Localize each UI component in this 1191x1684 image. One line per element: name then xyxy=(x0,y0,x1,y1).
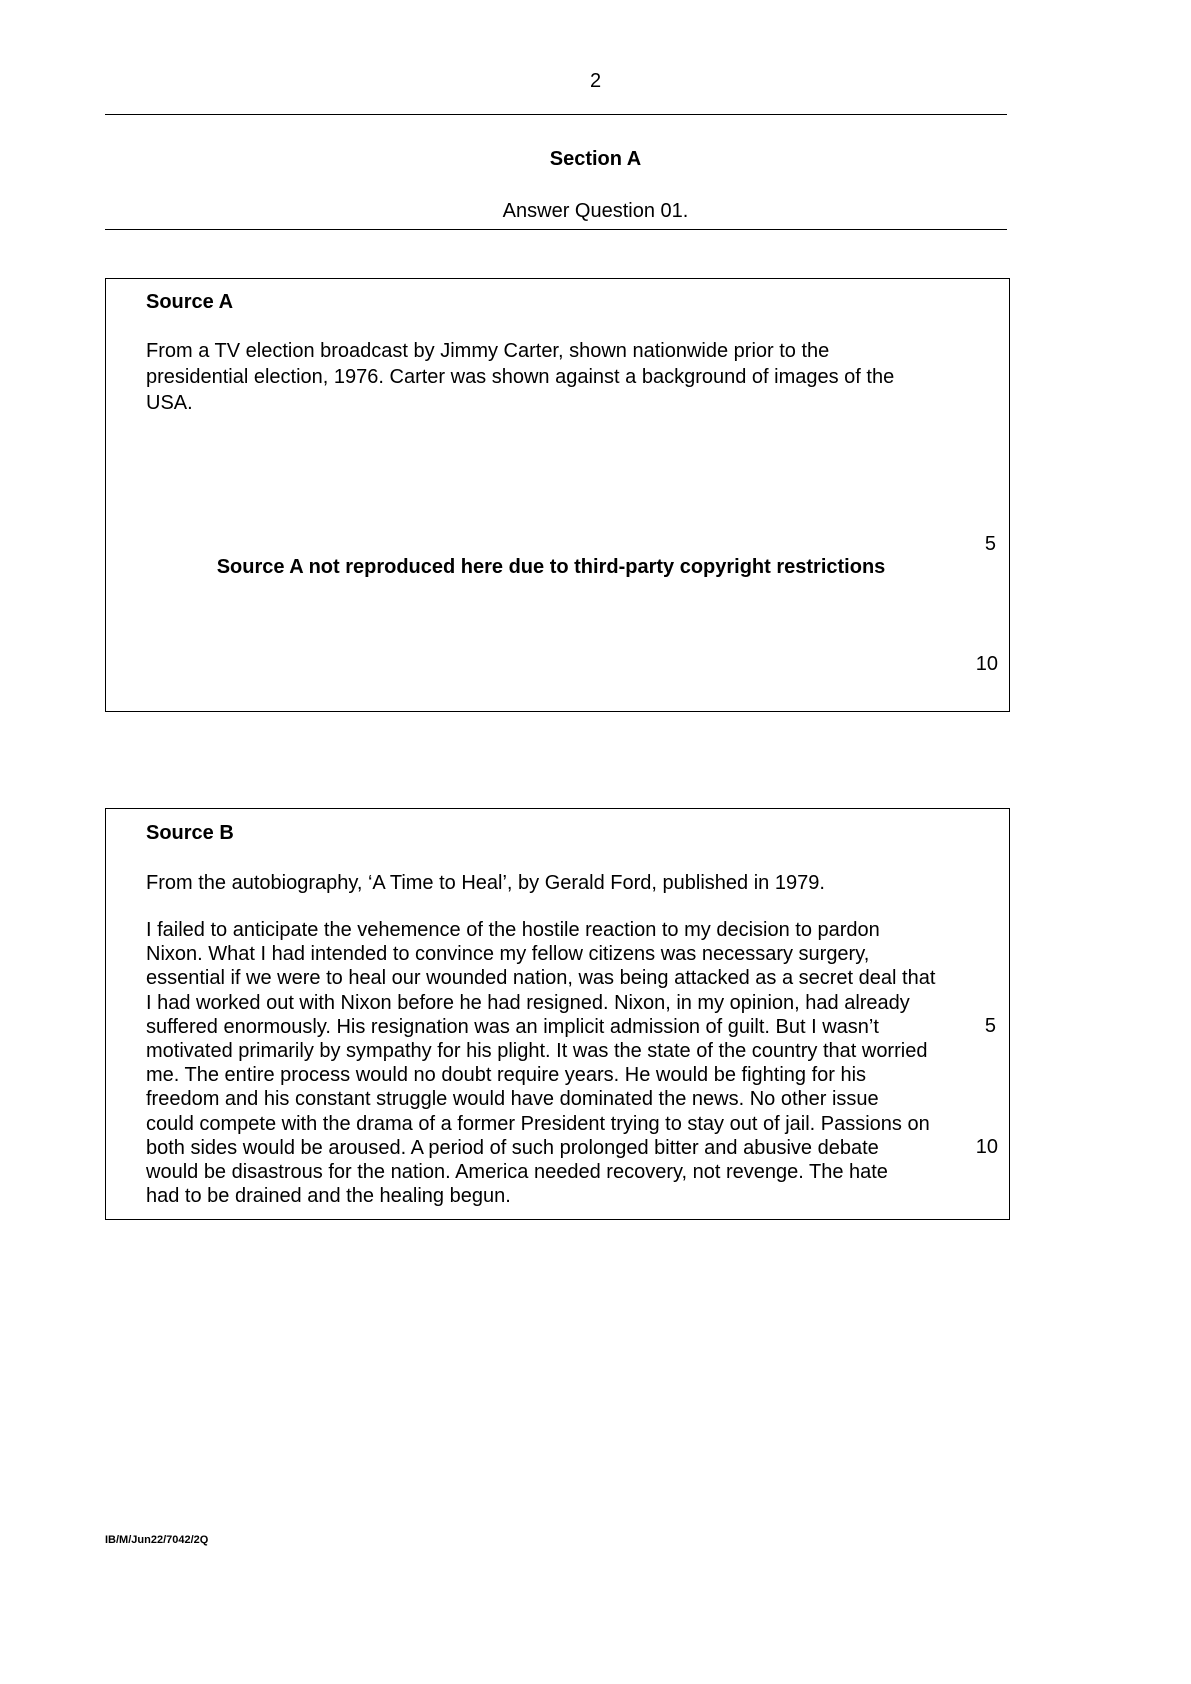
source-a-intro-line: From a TV election broadcast by Jimmy Carter, shown nationwide prior to the xyxy=(146,340,830,362)
source-b-extract xyxy=(146,918,966,1208)
source-a-title: Source A xyxy=(146,291,234,313)
extract-line: I failed to anticipate the vehemence of the hostile reaction to my decision to pardon xyxy=(146,919,880,941)
extract-line: freedom and his constant struggle would have dominated the news. No other issue xyxy=(146,1088,879,1111)
copyright-notice: Source A not reproduced here due to third-party copyright restrictions xyxy=(216,556,886,578)
source-b-title: Source B xyxy=(146,822,234,844)
line-number-10: 10 xyxy=(975,653,998,675)
source-a-intro xyxy=(146,338,976,416)
page-number: 2 xyxy=(589,70,602,92)
line-number-10: 10 xyxy=(975,1136,998,1158)
source-a-box xyxy=(105,278,1010,712)
extract-line: motivated primarily by sympathy for his plight. It was the state of the country that worried xyxy=(146,1040,928,1063)
header-bottom-rule xyxy=(105,229,1007,230)
extract-line: could compete with the drama of a former President trying to stay out of jail. Passions on xyxy=(146,1112,930,1135)
source-b-intro: From the autobiography, ‘A Time to Heal’, by Gerald Ford, published in 1979. xyxy=(146,872,825,894)
paper-reference-code: IB/M/Jun22/7042/2Q xyxy=(105,1534,209,1546)
extract-line: had to be drained and the healing begun. xyxy=(146,1185,511,1208)
question-instruction: Answer Question 01. xyxy=(502,200,689,222)
extract-line: would be disastrous for the nation. America needed recovery, not revenge. The hate xyxy=(146,1161,888,1184)
source-a-intro-line: USA. xyxy=(146,392,193,414)
header-top-rule xyxy=(105,114,1007,115)
section-title: Section A xyxy=(549,148,642,170)
line-number-5: 5 xyxy=(984,1015,996,1037)
extract-line: essential if we were to heal our wounded nation, was being attacked as a secret deal that xyxy=(146,967,936,990)
line-number-5: 5 xyxy=(984,533,996,555)
extract-line: suffered enormously. His resignation was an implicit admission of guilt. But I wasn’t xyxy=(146,1015,879,1038)
source-b-box xyxy=(105,808,1010,1220)
extract-line: both sides would be aroused. A period of such prolonged bitter and abusive debate xyxy=(146,1136,879,1159)
extract-line: me. The entire process would no doubt require years. He would be fighting for his xyxy=(146,1064,867,1087)
extract-line: I had worked out with Nixon before he had resigned. Nixon, in my opinion, had already xyxy=(146,991,910,1014)
extract-line: Nixon. What I had intended to convince my fellow citizens was necessary surgery, xyxy=(146,943,870,966)
source-a-intro-line: presidential election, 1976. Carter was shown against a background of images of the xyxy=(146,366,895,388)
